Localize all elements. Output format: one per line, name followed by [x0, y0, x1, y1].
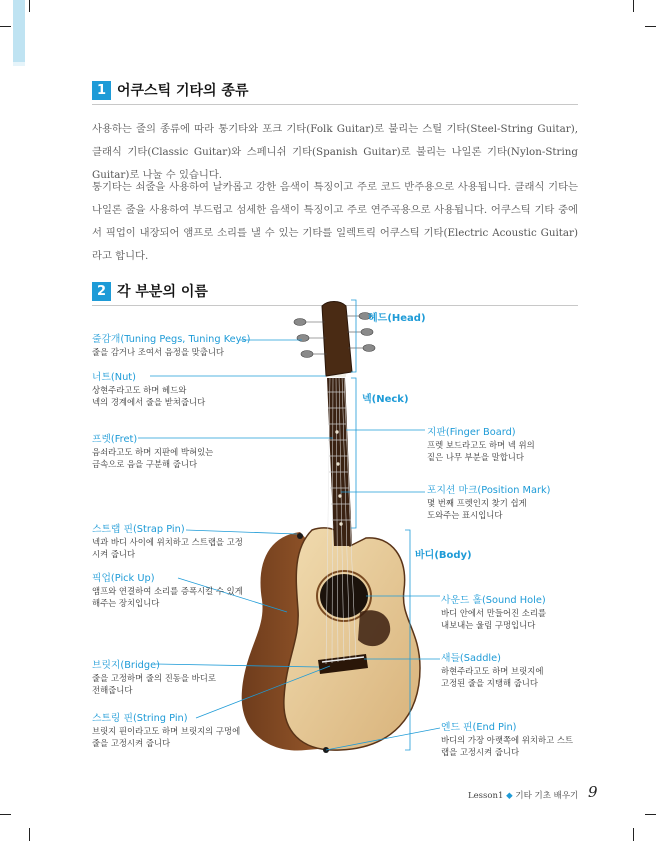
part-head: 헤드(Head) [368, 313, 426, 324]
label-title: 새들(Saddle) [441, 653, 501, 664]
label-title: 브릿지(Bridge) [92, 660, 160, 671]
label-desc: 프렛 보드라고도 하며 넥 위의 [427, 440, 535, 450]
section-number: 2 [92, 282, 111, 301]
page-number: 9 [588, 783, 598, 801]
label-desc: 하현주라고도 하며 브릿지에 [441, 666, 544, 676]
label-title: 너트(Nut) [92, 372, 136, 383]
label-desc: 도와주는 표시입니다 [427, 510, 503, 520]
running-footer [468, 789, 578, 801]
paragraph: 사용하는 줄의 종류에 따라 통기타와 포크 기타(Folk Guitar)로 불리는 스틸 기타(Steel-String Guitar), 클래식 기타(Classic Guitar)와 스페니쉬 기타(Spanish Guitar)로 불리는 나일론 기타(Nylon-String Guitar)로 나눌 수 있습니다. [92, 123, 578, 181]
label-pickup [92, 572, 243, 609]
label-desc: 내보내는 울림 구멍입니다 [441, 620, 536, 630]
label-desc: 전해줍니다 [92, 685, 133, 695]
label-desc: 줄을 고정하며 줄의 진동을 바디로 [92, 673, 216, 683]
part-body: 바디(Body) [415, 550, 472, 561]
label-desc: 음쇠라고도 하며 지판에 박혀있는 [92, 447, 214, 457]
label-desc: 금속으로 음을 구분해 줍니다 [92, 459, 198, 469]
label-desc: 줄을 고정시켜 줍니다 [92, 738, 171, 748]
label-desc: 바디 안에서 만들어진 소리를 [441, 608, 547, 618]
label-position-mark [427, 484, 551, 521]
diamond-icon: ◆ [506, 791, 513, 801]
label-desc: 시켜 줍니다 [92, 549, 136, 559]
section-title: 어쿠스틱 기타의 종류 [117, 83, 249, 99]
chapter-label: 기타 기초 배우기 [515, 791, 579, 801]
label-desc: 고정된 줄을 지탱해 줍니다 [441, 678, 538, 688]
label-desc: 몇 번째 프렛인지 찾기 쉽게 [427, 498, 527, 508]
headstock [322, 302, 352, 377]
label-tuning-pegs [92, 333, 250, 358]
label-end-pin [441, 721, 573, 758]
label-finger-board [427, 426, 535, 463]
label-strap-pin [92, 523, 243, 560]
label-desc: 바디의 가장 아랫쪽에 위치하고 스트 [441, 735, 574, 745]
section-number: 1 [92, 81, 111, 100]
label-desc: 넥과 바디 사이에 위치하고 스트랩을 고정 [92, 537, 243, 547]
label-title: 프렛(Fret) [92, 434, 138, 445]
label-desc: 앰프와 연결하여 소리를 증폭시킬 수 있게 [92, 586, 243, 596]
label-string-pin [92, 712, 240, 749]
label-desc: 상현주라고도 하며 헤드와 [92, 385, 187, 395]
label-desc: 랩을 고정시켜 줍니다 [441, 747, 520, 757]
part-neck: 넥(Neck) [362, 394, 409, 405]
label-desc: 줄을 감거나 조여서 음정을 맞춥니다 [92, 347, 225, 357]
label-title: 사운드 홀(Sound Hole) [441, 595, 546, 606]
label-title: 줄감개(Tuning Pegs, Tuning Keys) [92, 334, 251, 345]
paragraph: 통기타는 쇠줄을 사용하여 날카롭고 강한 음색이 특징이고 주로 코드 반주용으로 사용됩니다. 클래식 기타는 나일론 줄을 사용하여 부드럽고 섬세한 음색이 특징이고 주로 연주곡용으로 사용됩니다. 어쿠스틱 기타 중에서 픽업이 내장되어 앰프로 소리를 낼 수 있는 기타를 일렉트릭 어쿠스틱 기타(Electric Acoustic Guitar)라고 합니다. [92, 181, 578, 262]
label-title: 스트링 핀(String Pin) [92, 713, 188, 724]
label-nut [92, 371, 205, 408]
label-desc: 해주는 장치입니다 [92, 598, 160, 608]
label-title: 지판(Finger Board) [427, 427, 516, 438]
label-title: 포지션 마크(Position Mark) [427, 485, 551, 496]
label-desc: 넥의 경계에서 줄을 받쳐줍니다 [92, 397, 206, 407]
label-desc: 짙은 나무 부분을 말합니다 [427, 452, 524, 462]
strap-pin [297, 533, 303, 539]
label-title: 픽업(Pick Up) [92, 573, 155, 584]
label-saddle [441, 652, 543, 689]
section-title: 각 부분의 이름 [117, 284, 208, 300]
label-title: 엔드 핀(End Pin) [441, 722, 517, 733]
lesson-label: Lesson1 [468, 791, 504, 801]
label-sound-hole [441, 594, 546, 631]
label-bridge [92, 659, 216, 696]
label-desc: 브릿지 핀이라고도 하며 브릿지의 구멍에 [92, 726, 241, 736]
label-fret [92, 433, 213, 470]
label-title: 스트랩 핀(Strap Pin) [92, 524, 185, 535]
